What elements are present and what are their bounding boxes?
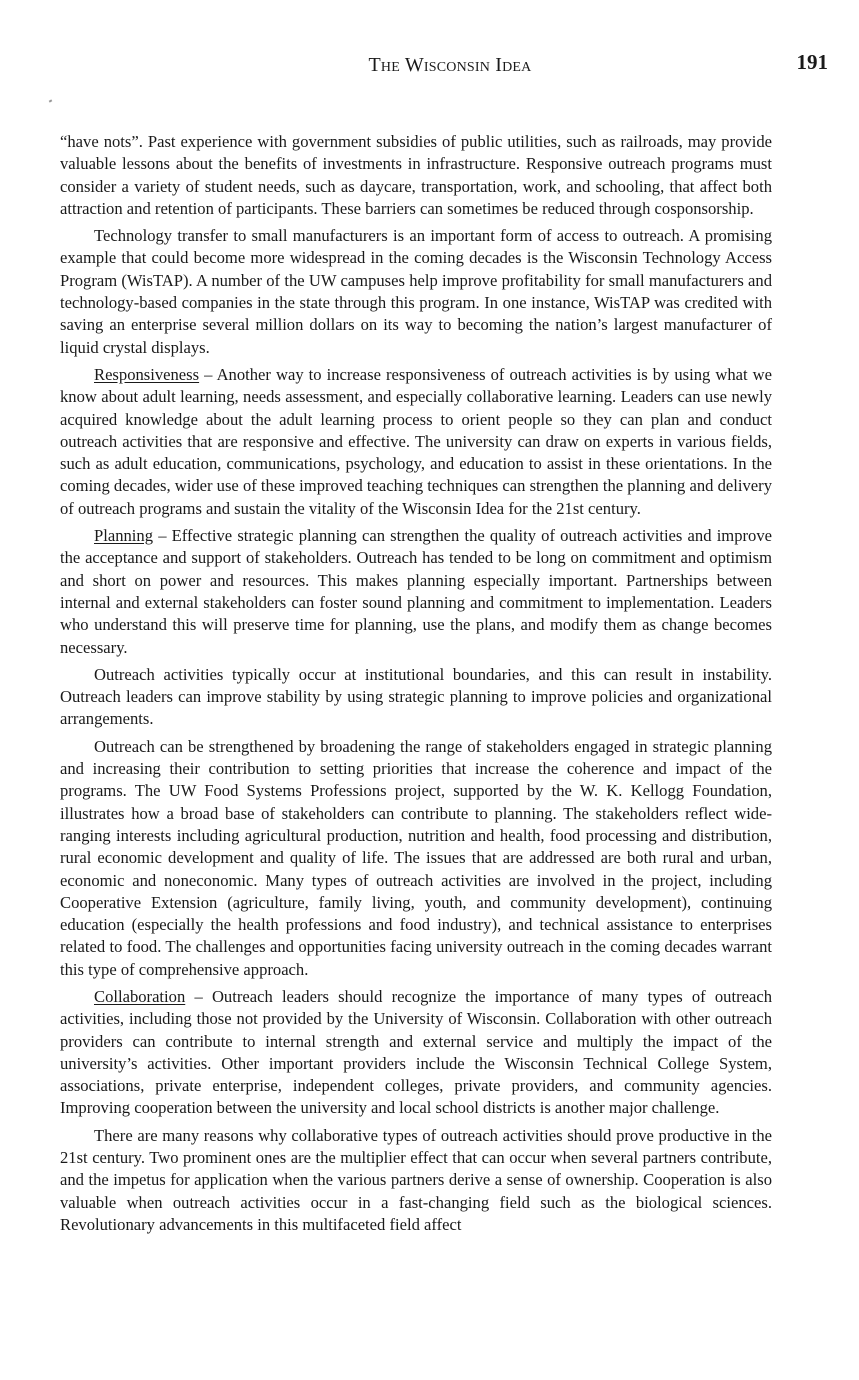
paragraph (60, 664, 772, 731)
body-text (60, 131, 772, 1241)
section-lead-collaboration: Collaboration (94, 986, 186, 1006)
paragraph-text: Outreach activities typically occur at institutional boundaries, and this can result in instability. Outreach leaders can improve stability by using strategic planning to improve policies and organizational arrangements. (60, 664, 772, 729)
running-head (60, 50, 828, 80)
stray-mark (49, 99, 53, 102)
running-head-title: The Wisconsin Idea (368, 54, 532, 76)
paragraph (60, 1125, 772, 1236)
paragraph-text: Technology transfer to small manufacturers is an important form of access to outreach. A promising example that could become more widespread in the coming decades is the Wisconsin Technology Access Program (WisTAP). A number of the UW campuses help improve profitability for small manufacturers and technology-based companies in the state through this program. In one instance, WisTAP was credited with saving an enterprise several million dollars on its way to becoming the nation’s largest manufacturer of liquid crystal displays. (60, 226, 772, 357)
paragraph (60, 986, 772, 1120)
paragraph (60, 736, 772, 981)
paragraph (60, 225, 772, 359)
paragraph-text: – Outreach leaders should recognize the importance of many types of outreach activities, including those not provided by the University of Wisconsin. Collaboration with other outreach providers can contribute to internal strength and external service and multiply the impact of the university’s activities. Other important providers include the Wisconsin Technical College System, associations, private enterprise, independent colleges, private providers, and community agencies. Improving cooperation between the university and local school districts is another major challenge. (60, 986, 772, 1118)
paragraph-text: There are many reasons why collaborative types of outreach activities should prove productive in the 21st century. Two prominent ones are the multiplier effect that can occur when several partners contribute, and the impetus for application when the various partners derive a sense of ownership. Cooperation is also valuable when outreach activities occur in a fast-changing field such as the biological sciences. Revolutionary advancements in this multifaceted field affect (60, 1125, 772, 1234)
paragraph-text: – Another way to increase responsiveness of outreach activities is by using what we know about adult learning, needs assessment, and especially collaborative learning. Leaders can use newly acquired knowledge about the adult learning process to orient people so they can plan and conduct outreach activities that are responsive and effective. The university can draw on experts in various fields, such as adult education, communications, psychology, and education to assist in these orientations. In the coming decades, wider use of these improved teaching techniques can strengthen the planning and delivery of outreach programs and sustain the vitality of the Wisconsin Idea for the 21st century. (60, 364, 772, 518)
section-lead-planning: Planning (94, 526, 154, 546)
paragraph (60, 525, 772, 659)
page-number: 191 (796, 50, 828, 74)
paragraph-text: Outreach can be strengthened by broadening the range of stakeholders engaged in strategic planning and increasing their contribution to setting priorities that increase the coherence and impact of the programs. The UW Food Systems Professions project, supported by the W. K. Kellogg Foundation, illustrates how a broad base of stakeholders can contribute to planning. The stakeholders reflect wide-ranging interests including agricultural production, nutrition and health, food processing and distribution, rural economic development and quality of life. The issues that are addressed are both rural and urban, economic and noneconomic. Many types of outreach activities are involved in the project, including Cooperative Extension (agriculture, family living, youth, and community development), continuing education (especially the health professions and food industry), and technical assistance to enterprises related to food. The challenges and opportunities facing university outreach in the coming decades warrant this type of comprehensive approach. (60, 736, 772, 979)
paragraph-text: – Effective strategic planning can strengthen the quality of outreach activities and improve the acceptance and support of stakeholders. Outreach has tended to be long on commitment and optimism and short on power and resources. This makes planning especially important. Partnerships between internal and external stakeholders can foster sound planning and commitment to implementation. Leaders who understand this will preserve time for planning, use the plans, and modify them as change becomes necessary. (60, 526, 772, 657)
paragraph (60, 364, 772, 520)
paragraph (60, 131, 772, 220)
section-lead-responsiveness: Responsiveness (94, 364, 200, 384)
paragraph-text: “have nots”. Past experience with government subsidies of public utilities, such as railroads, may provide valuable lessons about the benefits of investments in infrastructure. Responsive outreach programs must consider a variety of student needs, such as daycare, transportation, work, and schooling, that affect both attraction and retention of participants. These barriers can sometimes be reduced through cosponsorship. (60, 132, 772, 218)
